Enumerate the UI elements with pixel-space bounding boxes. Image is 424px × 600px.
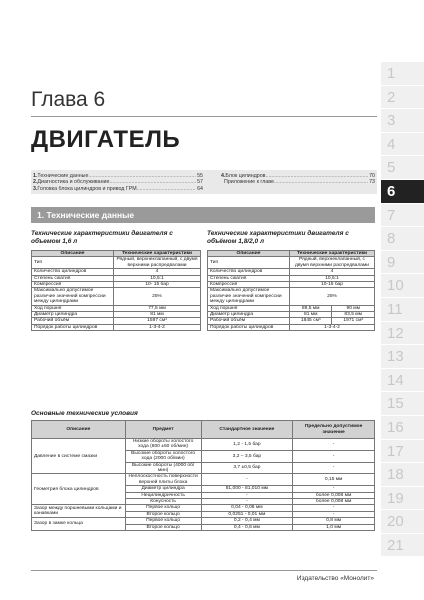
limit-value: 0,8 мм bbox=[293, 518, 375, 524]
standard-value: 0,04 - 0,08 мм bbox=[201, 505, 293, 511]
chapter-tab-10[interactable]: 10 bbox=[381, 274, 424, 298]
section-heading: 1. Технические данные bbox=[31, 207, 375, 223]
spec-value-2-0: 83,5 мм bbox=[332, 312, 375, 318]
standard-value: 3,7 ±0,5 бар bbox=[201, 462, 293, 474]
standard-value: 0,2 - 0,4 мм bbox=[201, 518, 293, 524]
chapter-tab-8[interactable]: 8 bbox=[381, 227, 424, 251]
chapter-tab-21[interactable]: 21 bbox=[381, 534, 424, 558]
spec-description: Максимально допустимое различие значений компрессии между цилиндрами bbox=[32, 288, 114, 305]
condition-item: Первое кольцо bbox=[125, 505, 201, 511]
column-header: Стандартное значение bbox=[201, 421, 293, 439]
standard-value: 0,4 - 0,6 мм bbox=[201, 524, 293, 530]
chapter-tab-14[interactable]: 14 bbox=[381, 369, 424, 393]
chapter-tab-3[interactable]: 3 bbox=[381, 109, 424, 133]
condition-description: Давление в системе смазки bbox=[32, 439, 126, 474]
publisher-name: Издательство «Монолит» bbox=[296, 575, 374, 582]
spec-description: Рабочий объём bbox=[208, 318, 290, 324]
table-row bbox=[32, 288, 201, 305]
chapter-tab-7[interactable]: 7 bbox=[381, 204, 424, 228]
chapter-tab-17[interactable]: 17 bbox=[381, 440, 424, 464]
chapter-tab-15[interactable]: 15 bbox=[381, 392, 424, 416]
spec-value-2-0: 1971 см³ bbox=[332, 318, 375, 324]
contents-entry-title: Диагностика и обслуживание bbox=[37, 179, 110, 186]
footer-divider bbox=[31, 570, 377, 571]
chapter-tab-6[interactable]: 6 bbox=[381, 180, 424, 204]
table-row bbox=[208, 324, 375, 330]
table-row bbox=[32, 439, 375, 451]
chapter-divider bbox=[31, 116, 377, 117]
spec-value: 25% bbox=[290, 288, 375, 305]
condition-item: Второе кольцо bbox=[125, 524, 201, 530]
contents-entry-title: Технические данные bbox=[37, 173, 89, 179]
spec-value: 77,5 мм bbox=[114, 305, 201, 311]
chapter-tab-9[interactable]: 9 bbox=[381, 251, 424, 275]
table-row bbox=[32, 257, 201, 269]
chapter-tab-11[interactable]: 11 bbox=[381, 298, 424, 322]
limit-value: - bbox=[293, 462, 375, 474]
contents-entry-title: Блок цилиндров bbox=[225, 173, 266, 179]
chapter-tab-16[interactable]: 16 bbox=[381, 416, 424, 440]
chapter-label: Глава 6 bbox=[31, 88, 106, 111]
contents-entry-page: 70 bbox=[369, 173, 375, 179]
standard-value: - bbox=[201, 499, 293, 505]
contents-leader bbox=[274, 179, 368, 185]
contents-entry bbox=[33, 186, 203, 192]
limit-value: 0,15 мм bbox=[293, 474, 375, 486]
table-row bbox=[32, 324, 201, 330]
spec-description: Тип bbox=[32, 257, 114, 269]
chapter-tab-5[interactable]: 5 bbox=[381, 156, 424, 180]
chapter-tabs bbox=[381, 62, 424, 557]
contents-entry-page: 57 bbox=[197, 179, 203, 186]
standard-value: - bbox=[201, 474, 293, 486]
contents-entry-page: 64 bbox=[197, 185, 203, 192]
contents-entry bbox=[221, 179, 375, 185]
spec-value: 1-3-4-2 bbox=[290, 324, 375, 330]
contents-leader bbox=[137, 186, 196, 192]
spec-heading-1-8-2-0: Технические характеристики двигателя с объёмом 1,8/2,0 л bbox=[207, 230, 349, 245]
spec-value: 4 bbox=[290, 269, 375, 275]
condition-item: Высокие обороты холостого хода (2000 об/мин) bbox=[125, 450, 201, 462]
spec-description: Компрессия bbox=[208, 282, 290, 288]
chapter-tab-4[interactable]: 4 bbox=[381, 133, 424, 157]
standard-value: 81,000 - 81,010 мм bbox=[201, 486, 293, 492]
chapter-tab-18[interactable]: 18 bbox=[381, 463, 424, 487]
spec-description: Порядок работы цилиндров bbox=[32, 324, 114, 330]
column-header: Описание bbox=[208, 251, 290, 257]
limit-value: более 0,008 мм bbox=[293, 492, 375, 498]
spec-value: 10- 15 бар bbox=[114, 282, 201, 288]
standard-value: 0,0251 - 0,01 мм bbox=[201, 511, 293, 517]
spec-value: 10-15 бар bbox=[290, 282, 375, 288]
conditions-table bbox=[31, 420, 375, 531]
chapter-title: ДВИГАТЕЛЬ bbox=[31, 126, 181, 153]
spec-value: Рядный, верхнеклапанный, с двумя верхними распредвалами bbox=[290, 257, 375, 269]
standard-value: 3,2 – 3,5 бар bbox=[201, 450, 293, 462]
chapter-tab-20[interactable]: 20 bbox=[381, 510, 424, 534]
condition-item: Низкие обороты холостого хода (800 ±50 об/мин) bbox=[125, 439, 201, 451]
spec-description: Максимально допустимое различие значений компрессии между цилиндрами bbox=[208, 288, 290, 305]
contents-entry-number: 1. bbox=[33, 173, 38, 179]
limit-value: - bbox=[293, 486, 375, 492]
contents-entry-title: Приложение к главе bbox=[224, 179, 274, 186]
column-header: Технические характеристики bbox=[290, 251, 375, 257]
spec-description: Тип bbox=[208, 257, 290, 269]
spec-value: 1-3-4-2 bbox=[114, 324, 201, 330]
spec-description: Диаметр цилиндра bbox=[208, 312, 290, 318]
column-header: Описание bbox=[32, 251, 114, 257]
condition-item: Конусность bbox=[125, 499, 201, 505]
spec-description: Степень сжатия bbox=[208, 275, 290, 281]
contents-entry-number: 4. bbox=[221, 173, 226, 179]
limit-value: 1,0 мм bbox=[293, 524, 375, 530]
spec-heading-1-6: Технические характеристики двигателя с объемом 1,6 л bbox=[31, 230, 173, 245]
standard-value: - bbox=[201, 492, 293, 498]
table-row bbox=[32, 474, 375, 486]
spec-description: Количество цилиндров bbox=[32, 269, 114, 275]
contents-entry-title: Головка блока цилиндров и привод ГРМ bbox=[37, 185, 137, 192]
spec-value: 10,5:1 bbox=[290, 275, 375, 281]
spec-value: Рядный, верхнеклапанный, с двумя верхними распредвалами bbox=[114, 257, 201, 269]
spec-value-1-8: 1845 см³ bbox=[290, 318, 332, 324]
contents-entry-page: 73 bbox=[369, 179, 375, 186]
contents-entry-number: 2. bbox=[33, 179, 38, 186]
limit-value: - bbox=[293, 450, 375, 462]
spec-table-1-6 bbox=[31, 250, 201, 331]
condition-item: Высокие обороты (4000 об/мин) bbox=[125, 462, 201, 474]
spec-value: 81 мм bbox=[114, 312, 201, 318]
column-header: Предельно допустимое значение bbox=[293, 421, 375, 439]
condition-item: Нецилиндричность bbox=[125, 492, 201, 498]
spec-description: Количество цилиндров bbox=[208, 269, 290, 275]
contents-column-right bbox=[221, 173, 375, 186]
chapter-tab-12[interactable]: 12 bbox=[381, 322, 424, 346]
spec-value: 1597 см³ bbox=[114, 318, 201, 324]
table-row bbox=[208, 288, 375, 305]
spec-description: Порядок работы цилиндров bbox=[208, 324, 290, 330]
condition-description: Геометрия блока цилиндров bbox=[32, 474, 126, 505]
chapter-tab-1[interactable]: 1 bbox=[381, 62, 424, 86]
contents-entry-page: 55 bbox=[197, 173, 203, 179]
condition-description: Зазор между поршневыми кольцами и канавками bbox=[32, 505, 126, 518]
chapter-tab-13[interactable]: 13 bbox=[381, 345, 424, 369]
conditions-heading: Основные технические условия bbox=[31, 410, 138, 417]
column-header: Описание bbox=[32, 421, 126, 439]
column-header: Предмет bbox=[125, 421, 201, 439]
limit-value: более 0,008 мм bbox=[293, 499, 375, 505]
condition-item: Диаметр цилиндра bbox=[125, 486, 201, 492]
condition-item: Неплоскостность поверхности верхней плиты блока bbox=[125, 474, 201, 486]
chapter-tab-2[interactable]: 2 bbox=[381, 86, 424, 110]
spec-description: Степень сжатия bbox=[32, 275, 114, 281]
spec-value: 25% bbox=[114, 288, 201, 305]
spec-description: Диаметр цилиндра bbox=[32, 312, 114, 318]
condition-item: Первое кольцо bbox=[125, 518, 201, 524]
limit-value: - bbox=[293, 511, 375, 517]
limit-value: - bbox=[293, 439, 375, 451]
spec-table-1-8-2-0 bbox=[207, 250, 375, 331]
chapter-tab-19[interactable]: 19 bbox=[381, 487, 424, 511]
spec-value: 10,5:1 bbox=[114, 275, 201, 281]
column-header: Технические характеристики bbox=[114, 251, 201, 257]
spec-value-1-8: 89,5 мм bbox=[290, 305, 332, 311]
condition-description: Зазор в замке кольца bbox=[32, 518, 126, 531]
contents-entry-number: 3. bbox=[33, 185, 38, 192]
spec-description: Компрессия bbox=[32, 282, 114, 288]
limit-value: - bbox=[293, 505, 375, 511]
spec-description: Рабочий объём bbox=[32, 318, 114, 324]
standard-value: 1,2 - 1,5 бар bbox=[201, 439, 293, 451]
table-row bbox=[208, 257, 375, 269]
spec-value-2-0: 90 мм bbox=[332, 305, 375, 311]
spec-description: Ход поршня bbox=[208, 305, 290, 311]
spec-description: Ход поршня bbox=[32, 305, 114, 311]
contents-column-left bbox=[33, 173, 203, 192]
condition-item: Второе кольцо bbox=[125, 511, 201, 517]
spec-value-1-8: 81 мм bbox=[290, 312, 332, 318]
chapter-contents bbox=[31, 170, 377, 194]
spec-value: 4 bbox=[114, 269, 201, 275]
